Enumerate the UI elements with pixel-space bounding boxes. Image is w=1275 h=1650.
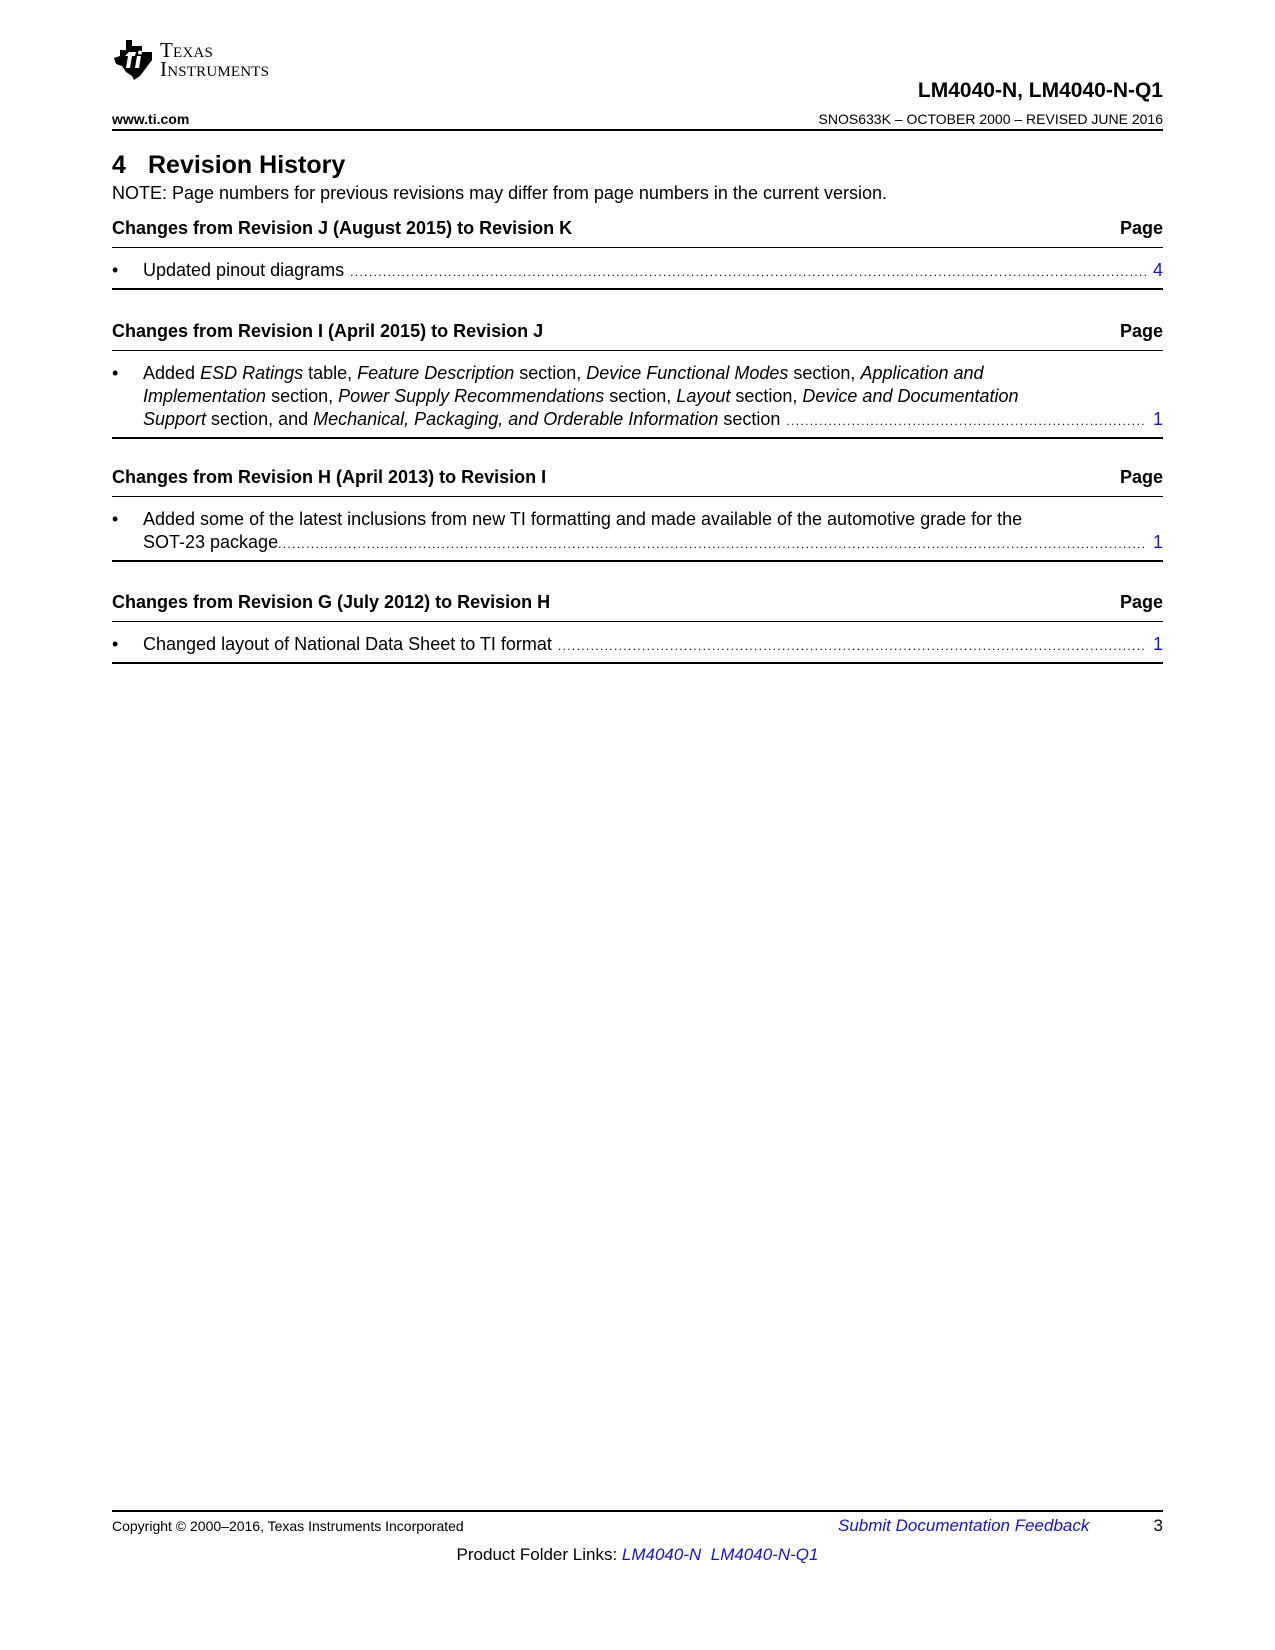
page-column-label: Page bbox=[1119, 592, 1163, 612]
ti-bug-icon bbox=[112, 38, 154, 82]
item-text: section, bbox=[730, 386, 803, 406]
copyright: Copyright © 2000–2016, Texas Instruments Incorporated bbox=[112, 1518, 464, 1534]
list-item bbox=[112, 633, 1163, 658]
item-text-italic: Implementation bbox=[143, 386, 267, 406]
footer-rule bbox=[112, 1510, 1163, 1512]
ti-logo bbox=[112, 36, 312, 84]
revision-title: Changes from Revision J (August 2015) to Revision K bbox=[112, 218, 573, 238]
bullet: • bbox=[112, 634, 119, 654]
item-text-italic: Support bbox=[143, 409, 207, 429]
page-column-label: Page bbox=[1119, 218, 1163, 238]
folder-link-lm4040-n[interactable]: LM4040-N bbox=[621, 1545, 702, 1564]
revision-block-i bbox=[112, 467, 1163, 562]
list-item bbox=[112, 259, 1163, 284]
item-line-2 bbox=[143, 531, 1163, 556]
item-text: section, bbox=[266, 386, 339, 406]
revision-items bbox=[112, 351, 1163, 439]
item-text: SOT-23 package bbox=[143, 532, 279, 552]
bullet: • bbox=[112, 260, 119, 280]
item-text: section, bbox=[604, 386, 677, 406]
list-item bbox=[112, 362, 1163, 433]
item-text-italic: ESD Ratings bbox=[200, 363, 304, 383]
item-text-italic: Device Functional Modes bbox=[586, 363, 789, 383]
revision-header bbox=[112, 321, 1163, 351]
item-text-italic: Mechanical, Packaging, and Orderable Information bbox=[313, 409, 719, 429]
page-column-label: Page bbox=[1119, 467, 1163, 487]
page-link[interactable]: 4 bbox=[1152, 260, 1163, 280]
item-text: section bbox=[718, 409, 781, 429]
section-heading bbox=[112, 151, 345, 180]
bullet: • bbox=[112, 509, 119, 529]
section-number: 4 bbox=[112, 151, 126, 179]
leader-dots bbox=[278, 531, 1147, 556]
page-link[interactable]: 1 bbox=[1152, 634, 1163, 654]
leader-dots bbox=[786, 408, 1147, 433]
item-text: section, and bbox=[206, 409, 314, 429]
revision-title: Changes from Revision I (April 2015) to Revision J bbox=[112, 321, 544, 341]
list-item bbox=[112, 508, 1163, 556]
header-rule bbox=[112, 129, 1163, 131]
item-text: section, bbox=[514, 363, 587, 383]
page-number: 3 bbox=[1153, 1516, 1163, 1535]
item-line-2 bbox=[143, 385, 1163, 408]
logo-line-1: Texas bbox=[160, 38, 213, 62]
item-line-1 bbox=[143, 362, 1163, 385]
item-text-italic: Application and bbox=[860, 363, 984, 383]
item-text: table, bbox=[303, 363, 358, 383]
revision-header bbox=[112, 218, 1163, 248]
item-line-3 bbox=[143, 408, 1163, 433]
revision-title: Changes from Revision H (April 2013) to Revision I bbox=[112, 467, 547, 487]
item-text: Added bbox=[143, 363, 201, 383]
page-link[interactable]: 1 bbox=[1152, 409, 1163, 429]
folder-links-label: Product Folder Links: bbox=[456, 1545, 622, 1564]
part-title: LM4040-N, LM4040-N-Q1 bbox=[917, 79, 1163, 102]
page-link[interactable]: 1 bbox=[1152, 532, 1163, 552]
section-title: Revision History bbox=[148, 151, 346, 179]
item-text-italic: Feature Description bbox=[357, 363, 515, 383]
item-text-italic: Device and Documentation bbox=[802, 386, 1019, 406]
item-text-italic: Power Supply Recommendations bbox=[338, 386, 605, 406]
item-text: Changed layout of National Data Sheet to TI format bbox=[143, 634, 552, 654]
revision-title: Changes from Revision G (July 2012) to Revision H bbox=[112, 592, 551, 612]
revision-items bbox=[112, 622, 1163, 664]
leader-dots bbox=[350, 259, 1147, 284]
document-id: SNOS633K – OCTOBER 2000 – REVISED JUNE 2016 bbox=[818, 111, 1163, 127]
product-folder-links bbox=[0, 1545, 1275, 1565]
revision-block-k bbox=[112, 218, 1163, 290]
bullet: • bbox=[112, 363, 119, 383]
revision-note: NOTE: Page numbers for previous revisions may differ from page numbers in the current version. bbox=[112, 183, 888, 203]
revision-block-h bbox=[112, 592, 1163, 664]
revision-items bbox=[112, 497, 1163, 562]
submit-feedback-link[interactable]: Submit Documentation Feedback bbox=[838, 1516, 1090, 1535]
page-column-label: Page bbox=[1119, 321, 1163, 341]
revision-block-j bbox=[112, 321, 1163, 439]
revision-header bbox=[112, 592, 1163, 622]
item-text: Updated pinout diagrams bbox=[143, 260, 345, 280]
revision-header bbox=[112, 467, 1163, 497]
item-text-italic: Layout bbox=[676, 386, 731, 406]
folder-link-lm4040-n-q1[interactable]: LM4040-N-Q1 bbox=[710, 1545, 819, 1564]
item-text: section, bbox=[788, 363, 861, 383]
logo-line-2: Instruments bbox=[160, 57, 270, 81]
revision-items bbox=[112, 248, 1163, 290]
site-url[interactable]: www.ti.com bbox=[112, 111, 190, 127]
item-line-1: Added some of the latest inclusions from new TI formatting and made available of the automotive grade for the bbox=[143, 509, 1023, 529]
leader-dots bbox=[558, 633, 1147, 658]
